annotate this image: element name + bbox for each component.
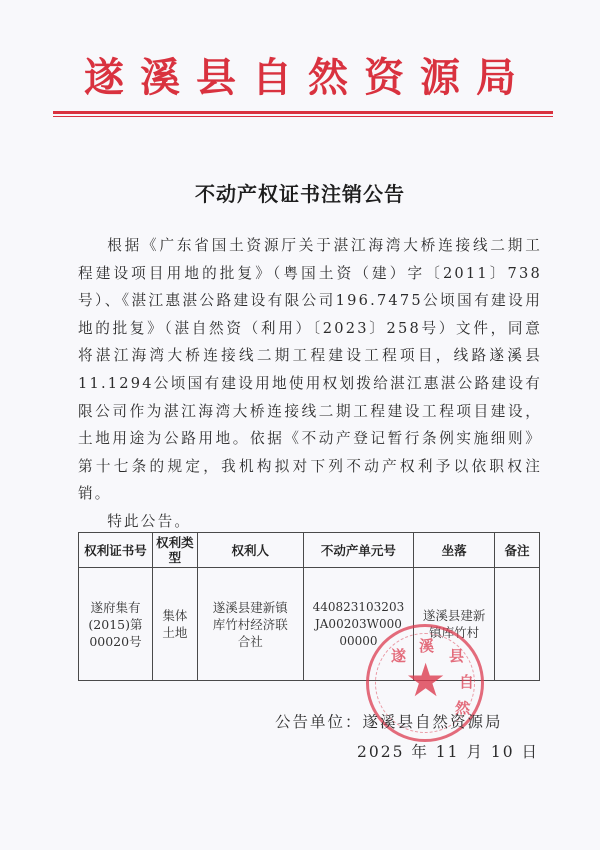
masthead-rule-thin bbox=[53, 116, 553, 117]
header-location: 坐落 bbox=[414, 533, 495, 568]
cell-cert-no: 遂府集有(2015)第00020号 bbox=[79, 568, 153, 681]
seal-char: 溪 bbox=[419, 637, 435, 655]
issue-date: 2025 年 11 月 10 日 bbox=[357, 743, 540, 761]
document-title: 不动产权证书注销公告 bbox=[195, 182, 405, 206]
seal-char: 然 bbox=[455, 699, 471, 717]
issuing-unit-label: 公告单位： bbox=[275, 713, 363, 731]
cell-right-type: 集体土地 bbox=[152, 568, 197, 681]
cell-unit-no: 440823103203JA00203W00000000 bbox=[303, 568, 414, 681]
header-holder: 权利人 bbox=[197, 533, 303, 568]
seal-char: 遂 bbox=[391, 647, 407, 665]
masthead-title: 遂溪县自然资源局 bbox=[84, 54, 532, 101]
header-right-type: 权利类型 bbox=[152, 533, 197, 568]
masthead-rule-thick bbox=[53, 111, 553, 114]
header-cert-no: 权利证书号 bbox=[79, 533, 153, 568]
body-paragraph-closing: 特此公告。 bbox=[107, 512, 192, 530]
cell-holder: 遂溪县建新镇库竹村经济联合社 bbox=[197, 568, 303, 681]
cell-remark bbox=[495, 568, 540, 681]
cell-location: 遂溪县建新镇库竹村 bbox=[414, 568, 495, 681]
document-body bbox=[78, 232, 542, 536]
seal-char: 自 bbox=[459, 673, 475, 691]
star-icon: ★ bbox=[405, 653, 447, 707]
table-header-row bbox=[79, 533, 540, 568]
seal-char: 县 bbox=[449, 647, 465, 665]
issuing-unit bbox=[275, 710, 503, 732]
issuing-unit-name: 遂溪县自然资源局 bbox=[362, 713, 503, 731]
header-remark: 备注 bbox=[495, 533, 540, 568]
header-unit-no: 不动产单元号 bbox=[303, 533, 414, 568]
body-paragraph-main: 根据《广东省国土资源厅关于湛江海湾大桥连接线二期工程建设项目用地的批复》（粤国土资（建）字〔2011〕738号）、《湛江惠湛公路建设有限公司196.7475公顷国有建设用地的批复》（湛自然资（利用）〔2023〕258号）文件，同意将湛江海湾大桥连接线二期工程建设工程项目，线路遂溪县11.1294公顷国有建设用地使用权划拨给湛江惠湛公路建设有限公司作为湛江海湾大桥连接线二期工程建设工程项目建设，土地用途为公路用地。依据《不动产登记暂行条例实施细则》第十七条的规定，我机构拟对下列不动产权利予以依职权注销。 bbox=[78, 237, 542, 503]
